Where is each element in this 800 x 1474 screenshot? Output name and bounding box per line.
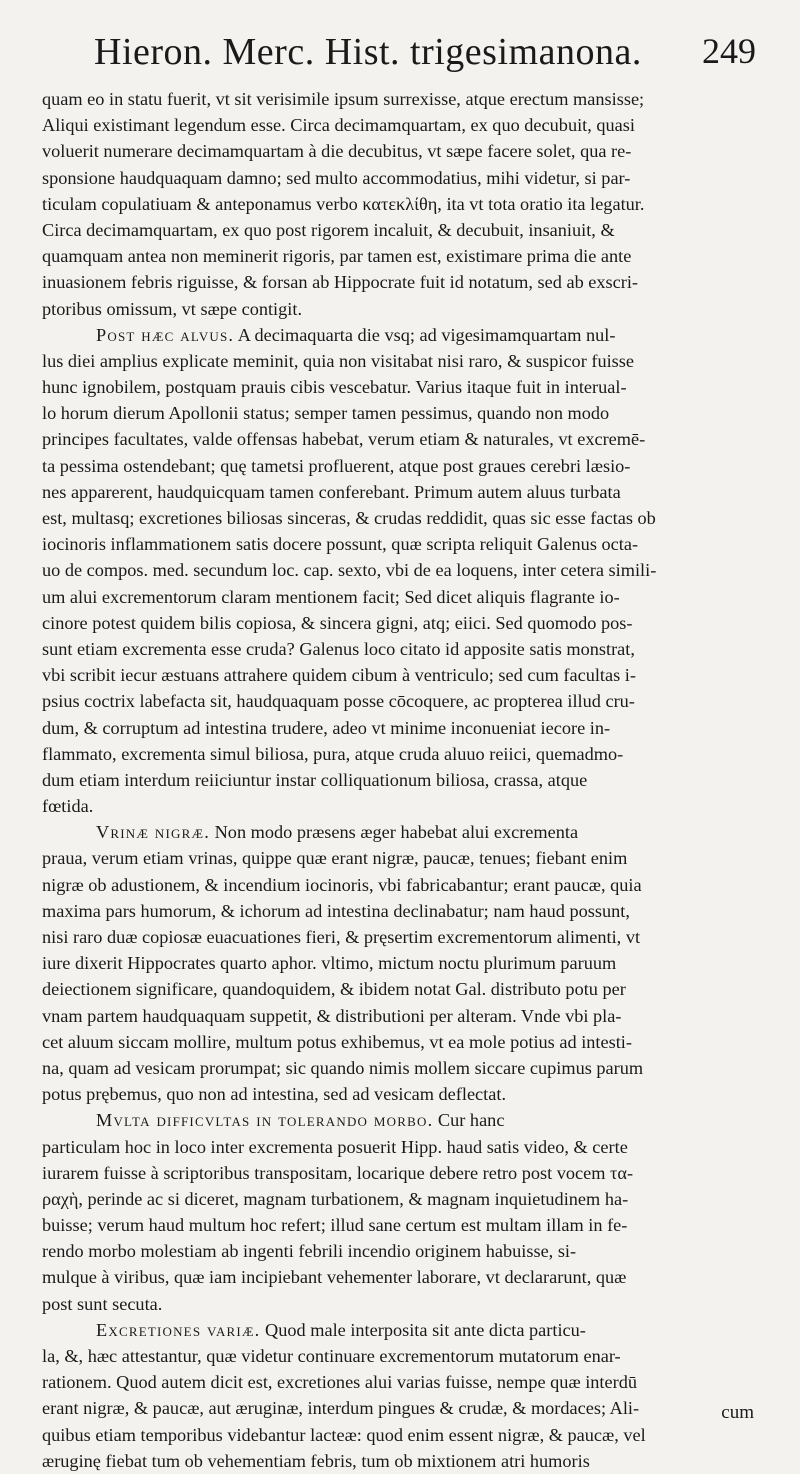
- line-text: ta pessima ostendebant; quę tametsi profluerent, atque post graues cerebri læsio-: [42, 455, 631, 476]
- text-line: [42, 1003, 760, 1029]
- text-line: [42, 531, 760, 557]
- text-line: [42, 1029, 760, 1055]
- line-text: rendo morbo molestiam ab ingenti febrili incendio originem habuisse, si-: [42, 1241, 577, 1262]
- line-text: maxima pars humorum, & ichorum ad intestina declinabatur; nam haud possunt,: [42, 900, 630, 921]
- text-line: [42, 1186, 760, 1212]
- text-line: [42, 1055, 760, 1081]
- lemma-heading: Vrinæ nigræ.: [96, 822, 211, 843]
- text-line: [42, 138, 760, 164]
- text-line: [42, 505, 760, 531]
- text-line: [42, 217, 760, 243]
- text-line: [42, 1134, 760, 1160]
- text-line: [42, 1422, 760, 1448]
- line-text: Quod male interposita sit ante dicta particu-: [260, 1319, 586, 1340]
- line-text: cet aluum siccam mollire, multum potus exhibemus, vt ea mole potius ad intesti-: [42, 1031, 632, 1052]
- text-line: [42, 426, 760, 452]
- lemma-heading: Mvlta difficvltas in tolerando morbo.: [96, 1110, 434, 1131]
- text-line: [42, 898, 760, 924]
- text-line: [42, 243, 760, 269]
- line-text: fœtida.: [42, 796, 94, 817]
- text-line: [42, 1238, 760, 1264]
- line-text: na, quam ad vesicam prorumpat; sic quando nimis mollem siccare cupimus parum: [42, 1057, 644, 1078]
- text-line: [42, 557, 760, 583]
- line-text: Cur hanc: [433, 1110, 505, 1131]
- text-line: [42, 348, 760, 374]
- text-line: [42, 374, 760, 400]
- text-line: [42, 400, 760, 426]
- text-line: [42, 610, 760, 636]
- text-line: [42, 86, 760, 112]
- text-line: [42, 872, 760, 898]
- line-text: iure dixerit Hippocrates quarto aphor. vltimo, mictum noctu plurimum paruum: [42, 953, 617, 974]
- line-text: uo de compos. med. secundum loc. cap. sexto, vbi de ea loquens, inter cetera simili-: [42, 560, 657, 581]
- line-text: potus prębemus, quo non ad intestina, sed ad vesicam deflectat.: [42, 1084, 507, 1105]
- body-text: [42, 86, 760, 1474]
- running-title: Hieron. Merc. Hist. trigesimanona.: [94, 31, 642, 73]
- line-text: buisse; verum haud multum hoc refert; illud sane certum est multam illam in fe-: [42, 1215, 628, 1236]
- line-text: iocinoris inflammationem satis docere possunt, quæ scripta reliquit Galenus octa-: [42, 534, 639, 555]
- text-line: [42, 296, 760, 322]
- text-line: [42, 1343, 760, 1369]
- text-line: [42, 1448, 760, 1474]
- line-text: quamquam antea non meminerit rigoris, par tamen est, existimare prima die ante: [42, 246, 632, 267]
- line-text: dum etiam interdum reiiciuntur instar colliquationum biliosa, crassa, atque: [42, 769, 588, 790]
- line-text: Aliqui existimant legendum esse. Circa decimamquartam, ex quo decubuit, quasi: [42, 115, 635, 136]
- text-line: [42, 924, 760, 950]
- line-text: principes facultates, valde offensas habebat, verum etiam & naturales, vt excremē-: [42, 429, 646, 450]
- line-text: dum, & corruptum ad intestina trudere, adeo vt minime inconueniat iecore in-: [42, 717, 611, 738]
- text-line: [42, 453, 760, 479]
- line-text: quibus etiam temporibus videbantur lacteæ: quod enim essent nigræ, & paucæ, vel: [42, 1424, 646, 1445]
- text-line: [42, 976, 760, 1002]
- line-text: ticulam copulatiuam & anteponamus verbo κατεκλίθη, ita vt tota oratio ita legatur.: [42, 193, 645, 214]
- line-text: rationem. Quod autem dicit est, excretiones alui varias fuisse, nempe quæ interdū: [42, 1372, 637, 1393]
- line-text: ptoribus omissum, vt sæpe contigit.: [42, 298, 303, 319]
- line-text: vbi scribit iecur æstuans attrahere quidem cibum à ventriculo; sed cum facultas i-: [42, 665, 636, 686]
- line-text: um alui excrementorum claram mentionem facit; Sed dicet aliquis flagrante io-: [42, 586, 620, 607]
- line-text: hunc ignobilem, postquam prauis cibis vescebatur. Varius itaque fuit in interual-: [42, 377, 627, 398]
- text-line: [42, 1160, 760, 1186]
- line-text: æruginę fiebat tum ob vehementiam febris, tum ob mixtionem atri humoris: [42, 1450, 590, 1471]
- text-line: [42, 767, 760, 793]
- text-line: [42, 950, 760, 976]
- text-line: [42, 112, 760, 138]
- line-text: lo horum dierum Apollonii status; semper tamen pessimus, quando non modo: [42, 403, 610, 424]
- lemma-heading: Post hæc alvus.: [96, 324, 235, 345]
- line-text: mulque à viribus, quæ iam incipiebant vehementer laborare, vt declararunt, quæ: [42, 1267, 627, 1288]
- text-line: [42, 662, 760, 688]
- text-line: [42, 1395, 760, 1421]
- text-line: [42, 1081, 760, 1107]
- text-line: [42, 584, 760, 610]
- line-text: la, &, hæc attestantur, quæ videtur continuare excrementorum mutatorum enar-: [42, 1346, 621, 1366]
- catchword: cum: [721, 1402, 754, 1423]
- page-header: [42, 16, 760, 80]
- line-text: iurarem fuisse à scriptoribus transpositam, locarique debere retro post vocem τα-: [42, 1162, 634, 1183]
- text-line: [42, 191, 760, 217]
- line-text: quam eo in statu fuerit, vt sit verisimile ipsum surrexisse, atque erectum mansisse;: [42, 89, 645, 109]
- line-text: erant nigræ, & paucæ, aut æruginæ, interdum pingues & crudæ, & mordaces; Ali-: [42, 1398, 640, 1419]
- line-text: nes apparerent, haudquicquam tamen conferebant. Primum autem aluus turbata: [42, 481, 621, 502]
- line-text: sunt etiam excrementa esse cruda? Galenus loco citato id apposite satis monstrat,: [42, 638, 635, 659]
- text-line: [42, 1291, 760, 1317]
- line-text: cinore potest quidem bilis copiosa, & sincera gigni, atq; eiici. Sed quomodo pos-: [42, 612, 633, 633]
- text-line: [42, 715, 760, 741]
- text-line: [42, 269, 760, 295]
- line-text: sponsione haudquaquam damno; sed multo accommodatius, mihi videtur, si par-: [42, 167, 631, 188]
- text-line: [42, 1317, 760, 1343]
- text-line: [42, 1369, 760, 1395]
- line-text: psius coctrix labefacta sit, haudquaquam posse cōcoquere, ac propterea illud cru-: [42, 691, 635, 712]
- text-line: [42, 1264, 760, 1290]
- text-line: [42, 1212, 760, 1238]
- line-text: Circa decimamquartam, ex quo post rigorem incaluit, & decubuit, insaniuit, &: [42, 219, 615, 240]
- text-line: [42, 819, 760, 845]
- text-line: [42, 479, 760, 505]
- line-text: voluerit numerare decimamquartam à die decubitus, vt sæpe facere solet, qua re-: [42, 141, 632, 162]
- line-text: ραχὴ, perinde ac si diceret, magnam turbationem, & magnam inquietudinem ha-: [42, 1188, 629, 1209]
- line-text: flammato, excrementa simul biliosa, pura, atque cruda aluuo reiici, quemadmo-: [42, 743, 624, 764]
- page-number: 249: [702, 31, 756, 71]
- text-line: [42, 636, 760, 662]
- line-text: vnam partem haudquaquam suppetit, & distributioni per alteram. Vnde vbi pla-: [42, 1005, 622, 1026]
- line-text: nisi raro duæ copiosæ euacuationes fieri, & pręsertim excrementorum alimenti, vt: [42, 927, 641, 947]
- line-text: Non modo præsens æger habebat alui excrementa: [210, 822, 579, 843]
- line-text: post sunt secuta.: [42, 1293, 163, 1314]
- text-line: [42, 845, 760, 871]
- text-line: [42, 322, 760, 348]
- text-line: [42, 165, 760, 191]
- line-text: lus diei amplius explicate meminit, quia non visitabat nisi raro, & suspicor fuisse: [42, 350, 635, 371]
- text-line: [42, 741, 760, 767]
- line-text: particulam hoc in loco inter excrementa posuerit Hipp. haud satis video, & certe: [42, 1136, 628, 1157]
- text-line: [42, 793, 760, 819]
- line-text: est, multasq; excretiones biliosas sinceras, & crudas reddidit, quas sic esse factas ob: [42, 508, 656, 528]
- line-text: inuasionem febris riguisse, & forsan ab Hippocrate fuit id notatum, sed ab exscri-: [42, 272, 639, 293]
- text-line: [42, 688, 760, 714]
- text-line: [42, 1107, 760, 1133]
- line-text: A decimaquarta die vsq; ad vigesimamquartam nul-: [234, 324, 616, 345]
- line-text: praua, verum etiam vrinas, quippe quæ erant nigræ, paucæ, tenues; fiebant enim: [42, 848, 628, 869]
- line-text: nigræ ob adustionem, & incendium iocinoris, vbi fabricabantur; erant paucæ, quia: [42, 874, 642, 895]
- lemma-heading: Excretiones variæ.: [96, 1319, 261, 1340]
- line-text: deiectionem significare, quandoquidem, & ibidem notat Gal. distributo potu per: [42, 979, 626, 1000]
